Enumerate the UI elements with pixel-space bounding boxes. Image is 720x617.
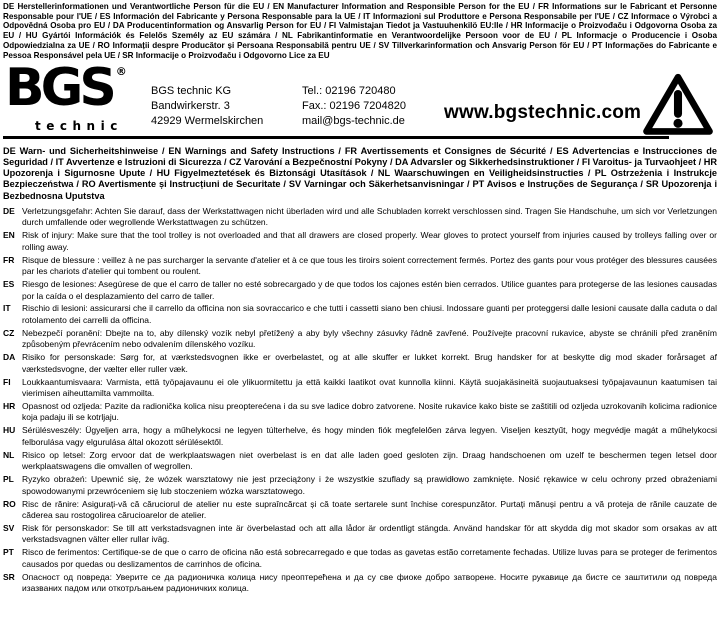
safety-entry-row bbox=[3, 547, 717, 570]
safety-instruction-text: Risco de ferimentos: Certifique-se de que o carro de oficina não está sobrecarregado e que todas as gavetas estão corretamente fechadas. Utilize luvas para se proteger de ferimentos causados por quedas ou deslizamentos de carrinhos de oficina. bbox=[22, 547, 717, 569]
safety-instruction-text: Riesgo de lesiones: Asegúrese de que el carro de taller no esté sobrecargado y de que todos los cajones estén bien cerrados. Utilice guantes para protegerse de las lesiones causadas por la caída o el desplazamiento del carro de taller. bbox=[22, 279, 717, 301]
safety-instruction-text: Loukkaantumisvaara: Varmista, että työpajavaunu ei ole ylikuormitettu ja että kaikki laatikot ovat kunnolla kiinni. Käytä suojakäsineitä suojautuaksesi työpajavaunun kaatumisen tai vierimisen aiheuttamilta vammoilta. bbox=[22, 376, 717, 399]
language-code: SV bbox=[3, 522, 15, 533]
safety-entry-row bbox=[3, 377, 717, 400]
warning-triangle-icon bbox=[641, 72, 715, 138]
safety-instruction-text: Risk för personskador: Se till att verkstadsvagnen inte är överbelastad och att alla lådor är ordentligt stängda. Använd handskar för att skydda dig mot skador som orsakas av att verkstadsvagnen välter eller rullar iväg. bbox=[22, 522, 717, 545]
language-code: DE bbox=[3, 205, 15, 216]
company-contact bbox=[302, 84, 406, 129]
language-code: HU bbox=[3, 425, 16, 436]
safety-entry-row bbox=[3, 499, 717, 522]
safety-instruction-text: Risque de blessure : veillez à ne pas surcharger la servante d'atelier et à ce que tous les tiroirs soient correctement fermés. Portez des gants pour vous protéger des blessures causées par les chariots d'atelier qui tombent ou roulent. bbox=[22, 254, 717, 277]
safety-entry-row bbox=[3, 401, 717, 424]
language-code: FI bbox=[3, 376, 11, 387]
language-code: FR bbox=[3, 254, 15, 265]
language-code: PL bbox=[3, 474, 14, 485]
safety-instruction-text: Опасност од повреда: Уверите се да радионичка колица нису преоптерећена и да су све фиоке добро затворене. Носите рукавице да бисте се заштитили од повреда изазваних падом или откотрљањем радионичких колица. bbox=[22, 571, 717, 594]
safety-entry-row bbox=[3, 303, 717, 326]
language-code: HR bbox=[3, 400, 16, 411]
language-code: DA bbox=[3, 352, 16, 363]
brand-header bbox=[3, 58, 717, 134]
safety-entry-row bbox=[3, 450, 717, 473]
company-name: BGS technic KG bbox=[151, 85, 232, 98]
safety-instruction-text: Risiko for personskade: Sørg for, at værkstedsvognen ikke er overbelastet, og at alle skuffer er lukket korrekt. Brug handsker for at beskytte dig mod skader forårsaget af værkstedsvogne, der vælter eller ruller væk. bbox=[22, 352, 717, 374]
logo-text: BGS bbox=[5, 58, 113, 119]
safety-instruction-text: Opasnost od ozljeda: Pazite da radionička kolica nisu preopterećena i da su sve ladice dobro zatvorene. Nosite rukavice kako biste se zaštitili od ozljeda uzrokovanih kolicima radionice koja padaju ili se kotrljaju. bbox=[22, 400, 717, 423]
safety-instruction-text: Sérülésveszély: Ügyeljen arra, hogy a műhelykocsi ne legyen túlterhelve, és hogy minden fiók megfelelően zárva legyen. Viseljen kesztyűt, hogy megvédje magát a műhelykocsi felborulása vagy elgurulása által okozott sérülésektől. bbox=[22, 425, 717, 447]
safety-instruction-text: Rischio di lesioni: assicurarsi che il carrello da officina non sia sovraccarico e che tutti i cassetti siano ben chiusi. Indossare guanti per proteggersi dalle lesioni causate dalla caduta o dal rotolamento dei carrelli da officina. bbox=[22, 303, 717, 325]
safety-instruction-text: Nebezpečí poranění: Dbejte na to, aby dílenský vozík nebyl přetížený a aby byly všechny zásuvky řádně zavřené. Používejte pracovní rukavice, abyste se chránili před zraněním způsobeným převrácením nebo odvalením dílenského vozíku. bbox=[22, 327, 717, 350]
safety-entry-row bbox=[3, 352, 717, 375]
manufacturer-info-header: DE Herstellerinformationen und Verantwortliche Person für die EU / EN Manufacturer Information and Responsible Person for the EU / FR Informations sur le Fabricant et Personne Responsable pour l'UE / ES Información del Fabricante y Persona Responsable para la UE / IT Informazioni sul Produttore e Persona Responsabile per l'UE / CZ Informace o Výrobci a Odpovědná Osoba pro EU / DA Producentinformation og Ansvarlig Person for EU / FI Valmistajan Tiedot ja Vastuuhenkilö EU:lle / HR Informacije o Proizvođaču i Odgovorna Osoba za EU / HU Gyártói Információk és Felelős Személy az EU számára / NL Fabrikantinformatie en Verantwoordelijke Persoon voor de EU / PL Informacje o Producencie i Osoba Odpowiedzialna za UE / RO Informații despre Producător și Persoana Responsabilă pentru UE / SV Tillverkarinformation och Ansvarig Person för EU / PT Informações do Fabricante e Pessoa Responsável pela UE / SR Informacije o Proizvođaču i Odgovorno Lice za EU bbox=[3, 2, 717, 60]
email-address: mail@bgs-technic.de bbox=[302, 115, 405, 128]
language-code: EN bbox=[3, 230, 15, 241]
safety-entry-row bbox=[3, 523, 717, 546]
horizontal-divider bbox=[3, 136, 669, 139]
safety-entry-row bbox=[3, 474, 717, 497]
language-code: CZ bbox=[3, 327, 15, 338]
logo-subtext: technic bbox=[35, 119, 123, 134]
language-code: NL bbox=[3, 449, 15, 460]
company-street: Bandwirkerstr. 3 bbox=[151, 100, 230, 113]
safety-entry-row bbox=[3, 206, 717, 229]
language-code: PT bbox=[3, 547, 14, 558]
safety-instruction-text: Risk of injury: Make sure that the tool trolley is not overloaded and that all drawers are closed properly. Wear gloves to protect yourself from injuries caused by trolleys falling over or rolling away. bbox=[22, 230, 717, 252]
bgs-logo bbox=[5, 58, 137, 134]
safety-entry-row bbox=[3, 328, 717, 351]
phone-number: Tel.: 02196 720480 bbox=[302, 85, 396, 98]
safety-instruction-text: Risico op letsel: Zorg ervoor dat de werkplaatswagen niet overbelast is en dat alle laden goed gesloten zijn. Draag handschoenen om uzelf te beschermen tegen letsel door werkplaatswagens die omvallen of wegrollen. bbox=[22, 449, 717, 472]
company-city: 42929 Wermelskirchen bbox=[151, 115, 264, 128]
safety-entry-row bbox=[3, 425, 717, 448]
language-code: SR bbox=[3, 571, 15, 582]
safety-instruction-text: Ryzyko obrażeń: Upewnić się, że wózek warsztatowy nie jest przeciążony i że wszystkie szuflady są prawidłowo zamknięte. Nosić rękawice w celu ochrony przed obrażeniami spowodowanymi przewróceniem się lub stoczeniem wózka warsztatowego. bbox=[22, 474, 717, 496]
safety-instruction-text: Verletzungsgefahr: Achten Sie darauf, dass der Werkstattwagen nicht überladen wird und alle Schubladen korrekt verschlossen sind. Tragen Sie Handschuhe, um sich vor Verletzungen durch umfallende oder wegrollende Werkstattwagen zu schützen. bbox=[22, 205, 717, 228]
company-address bbox=[151, 84, 263, 129]
language-code: RO bbox=[3, 498, 16, 509]
registered-trademark-symbol: ® bbox=[115, 65, 127, 79]
safety-entry-row bbox=[3, 279, 717, 302]
fax-number: Fax.: 02196 7204820 bbox=[302, 100, 406, 113]
safety-entry-row bbox=[3, 255, 717, 278]
safety-entry-row bbox=[3, 572, 717, 595]
safety-entry-row bbox=[3, 230, 717, 253]
safety-entries-list bbox=[3, 206, 717, 595]
logo-wordmark bbox=[5, 58, 137, 126]
website-url: www.bgstechnic.com bbox=[444, 102, 642, 124]
language-code: IT bbox=[3, 303, 11, 314]
warnings-header: DE Warn- und Sicherheitshinweise / EN Warnings and Safety Instructions / FR Avertissements et Consignes de Sécurité / ES Advertencias e Instrucciones de Seguridad / IT Avvertenze e Istruzioni di Sicurezza / CZ Varování a Bezpečnostní Pokyny / DA Advarsler og Sikkerhedsinstruktioner / FI Varoitus- ja Turvaohjeet / HR Upozorenja i Sigurnosne Upute / HU Figyelmeztetések és Biztonsági Utasítások / NL Waarschuwingen en Veiligheidsinstructies / PL Ostrzeżenia i Instrukcje Bezpieczeństwa / RO Avertismente și Instrucțiuni de Securitate / SV Varningar och Säkerhetsanvisningar / PT Avisos e Instruções de Segurança / SR Upozorenja i Bezbednosna Uputstva bbox=[3, 145, 717, 201]
language-code: ES bbox=[3, 279, 15, 289]
safety-instruction-text: Risc de rănire: Asigurați-vă că căruciorul de atelier nu este supraîncărcat și că toate sertarele sunt închise corespunzător. Purtați mănuși pentru a vă proteja de rănile cauzate de căderea sau rostogolirea cărucioarelor de atelier. bbox=[22, 498, 717, 521]
